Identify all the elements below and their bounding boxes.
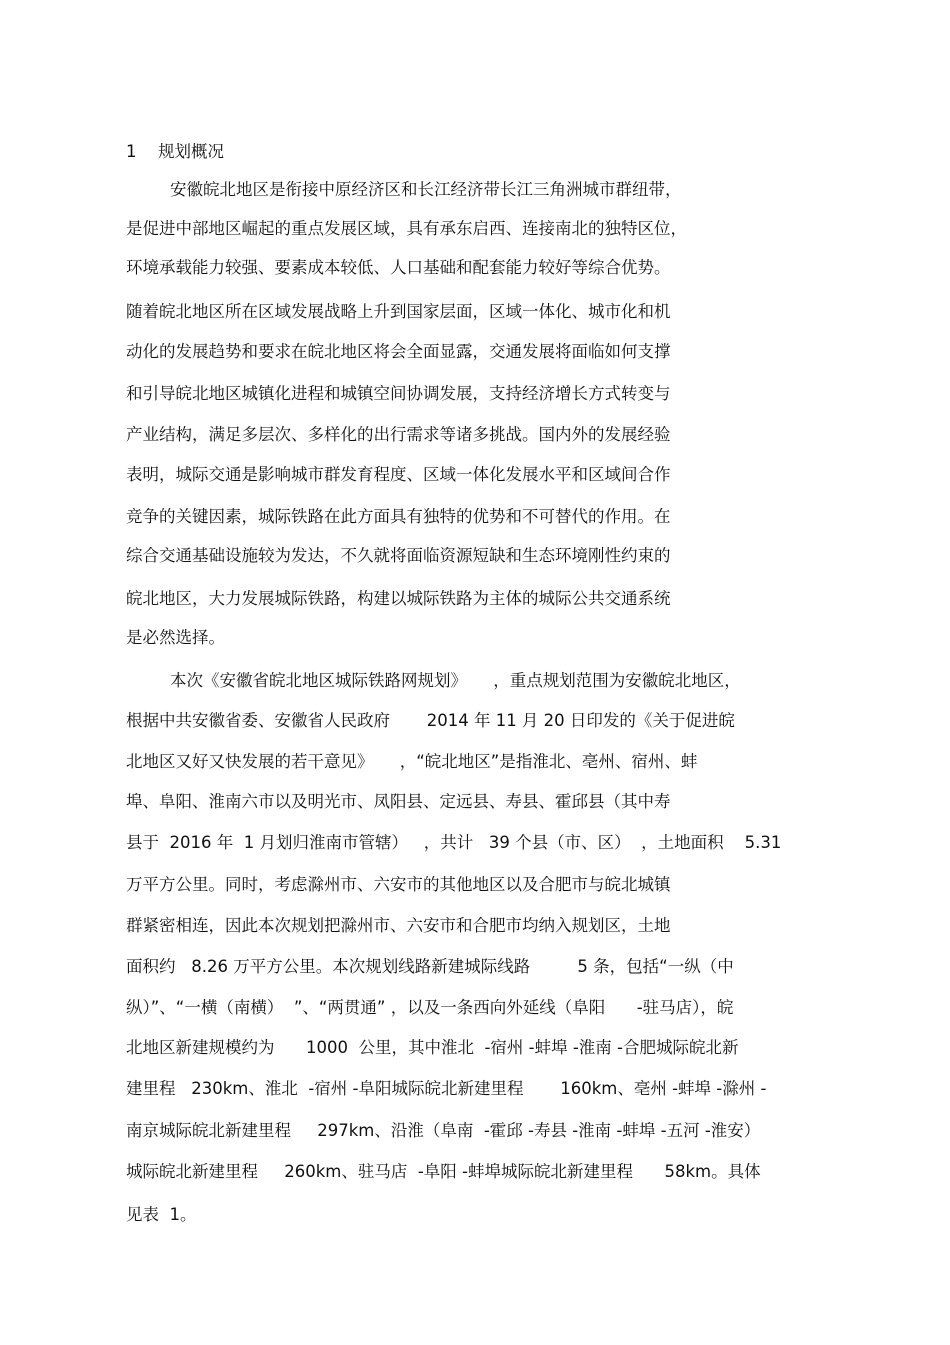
- paragraph-2-line: 南京城际皖北新建里程 297km、沿淮（阜南 -霍邱 -寿县 -淮南 -蚌埠 -五河 -淮安）: [126, 1121, 761, 1140]
- paragraph-2-line: 北地区又好又快发展的若干意见》 ，“皖北地区”是指淮北、亳州、宿州、蚌: [126, 752, 698, 771]
- paragraph-1-line: 表明，城际交通是影响城市群发育程度、区域一体化发展水平和区域间合作: [126, 465, 671, 484]
- paragraph-2-line: 建里程 230km、淮北 -宿州 -阜阳城际皖北新建里程 160km、亳州 -蚌埠 -滁州 -: [126, 1079, 767, 1098]
- paragraph-2-line: 埠、阜阳、淮南六市以及明光市、凤阳县、定远县、寿县、霍邱县（其中寿: [126, 792, 671, 811]
- paragraph-2-line: 见表 1。: [126, 1205, 197, 1224]
- paragraph-1-line: 动化的发展趋势和要求在皖北地区将会全面显露，交通发展将面临如何支撑: [126, 342, 671, 361]
- paragraph-1-line: 环境承载能力较强、要素成本较低、人口基础和配套能力较好等综合优势。: [126, 258, 671, 277]
- paragraph-1-line: 竞争的关键因素，城际铁路在此方面具有独特的优势和不可替代的作用。在: [126, 507, 671, 526]
- paragraph-1-line: 产业结构，满足多层次、多样化的出行需求等诸多挑战。国内外的发展经验: [126, 425, 671, 444]
- section-title: 规划概况: [158, 142, 224, 161]
- paragraph-2-line: 北地区新建规模约为 1000 公里，其中淮北 -宿州 -蚌埠 -淮南 -合肥城际皖北新: [126, 1038, 739, 1057]
- section-heading: [126, 140, 224, 164]
- paragraph-1-line: 是促进中部地区崛起的重点发展区域，具有承东启西、连接南北的独特区位，: [126, 219, 687, 238]
- paragraph-2-line: 本次《安徽省皖北地区城际铁路网规划》 ，重点规划范围为安徽皖北地区，: [170, 671, 741, 690]
- paragraph-2-line: 城际皖北新建里程 260km、驻马店 -阜阳 -蚌埠城际皖北新建里程 58km。具体: [126, 1162, 761, 1181]
- paragraph-2-line: 根据中共安徽省委、安徽省人民政府 2014 年 11 月 20 日印发的《关于促进皖: [126, 711, 735, 730]
- paragraph-2-line: 群紧密相连，因此本次规划把滁州市、六安市和合肥市均纳入规划区，土地: [126, 916, 671, 935]
- paragraph-1-line: 和引导皖北地区城镇化进程和城镇空间协调发展，支持经济增长方式转变与: [126, 384, 671, 403]
- paragraph-1-line: 皖北地区，大力发展城际铁路，构建以城际铁路为主体的城际公共交通系统: [126, 589, 671, 608]
- paragraph-1-line: 是必然选择。: [126, 628, 225, 647]
- paragraph-2-line: 县于 2016 年 1 月划归淮南市管辖） ，共计 39 个县（市、区） ，土地面积 5.31: [126, 833, 782, 852]
- paragraph-2-line: 万平方公里。同时，考虑滁州市、六安市的其他地区以及合肥市与皖北城镇: [126, 875, 671, 894]
- paragraph-1-line: 随着皖北地区所在区域发展战略上升到国家层面，区域一体化、城市化和机: [126, 302, 671, 321]
- paragraph-1-line: 综合交通基础设施较为发达，不久就将面临资源短缺和生态环境刚性约束的: [126, 546, 671, 565]
- paragraph-2-line: 面积约 8.26 万平方公里。本次规划线路新建城际线路 5 条，包括“一纵（中: [126, 957, 734, 976]
- paragraph-2-line: 纵）”、“一横（南横） ”、“两贯通” ，以及一条西向外延线（阜阳 -驻马店），皖: [126, 998, 734, 1017]
- section-number: 1: [126, 142, 137, 161]
- paragraph-1-line: 安徽皖北地区是衔接中原经济区和长江经济带长江三角洲城市群纽带，: [170, 180, 682, 199]
